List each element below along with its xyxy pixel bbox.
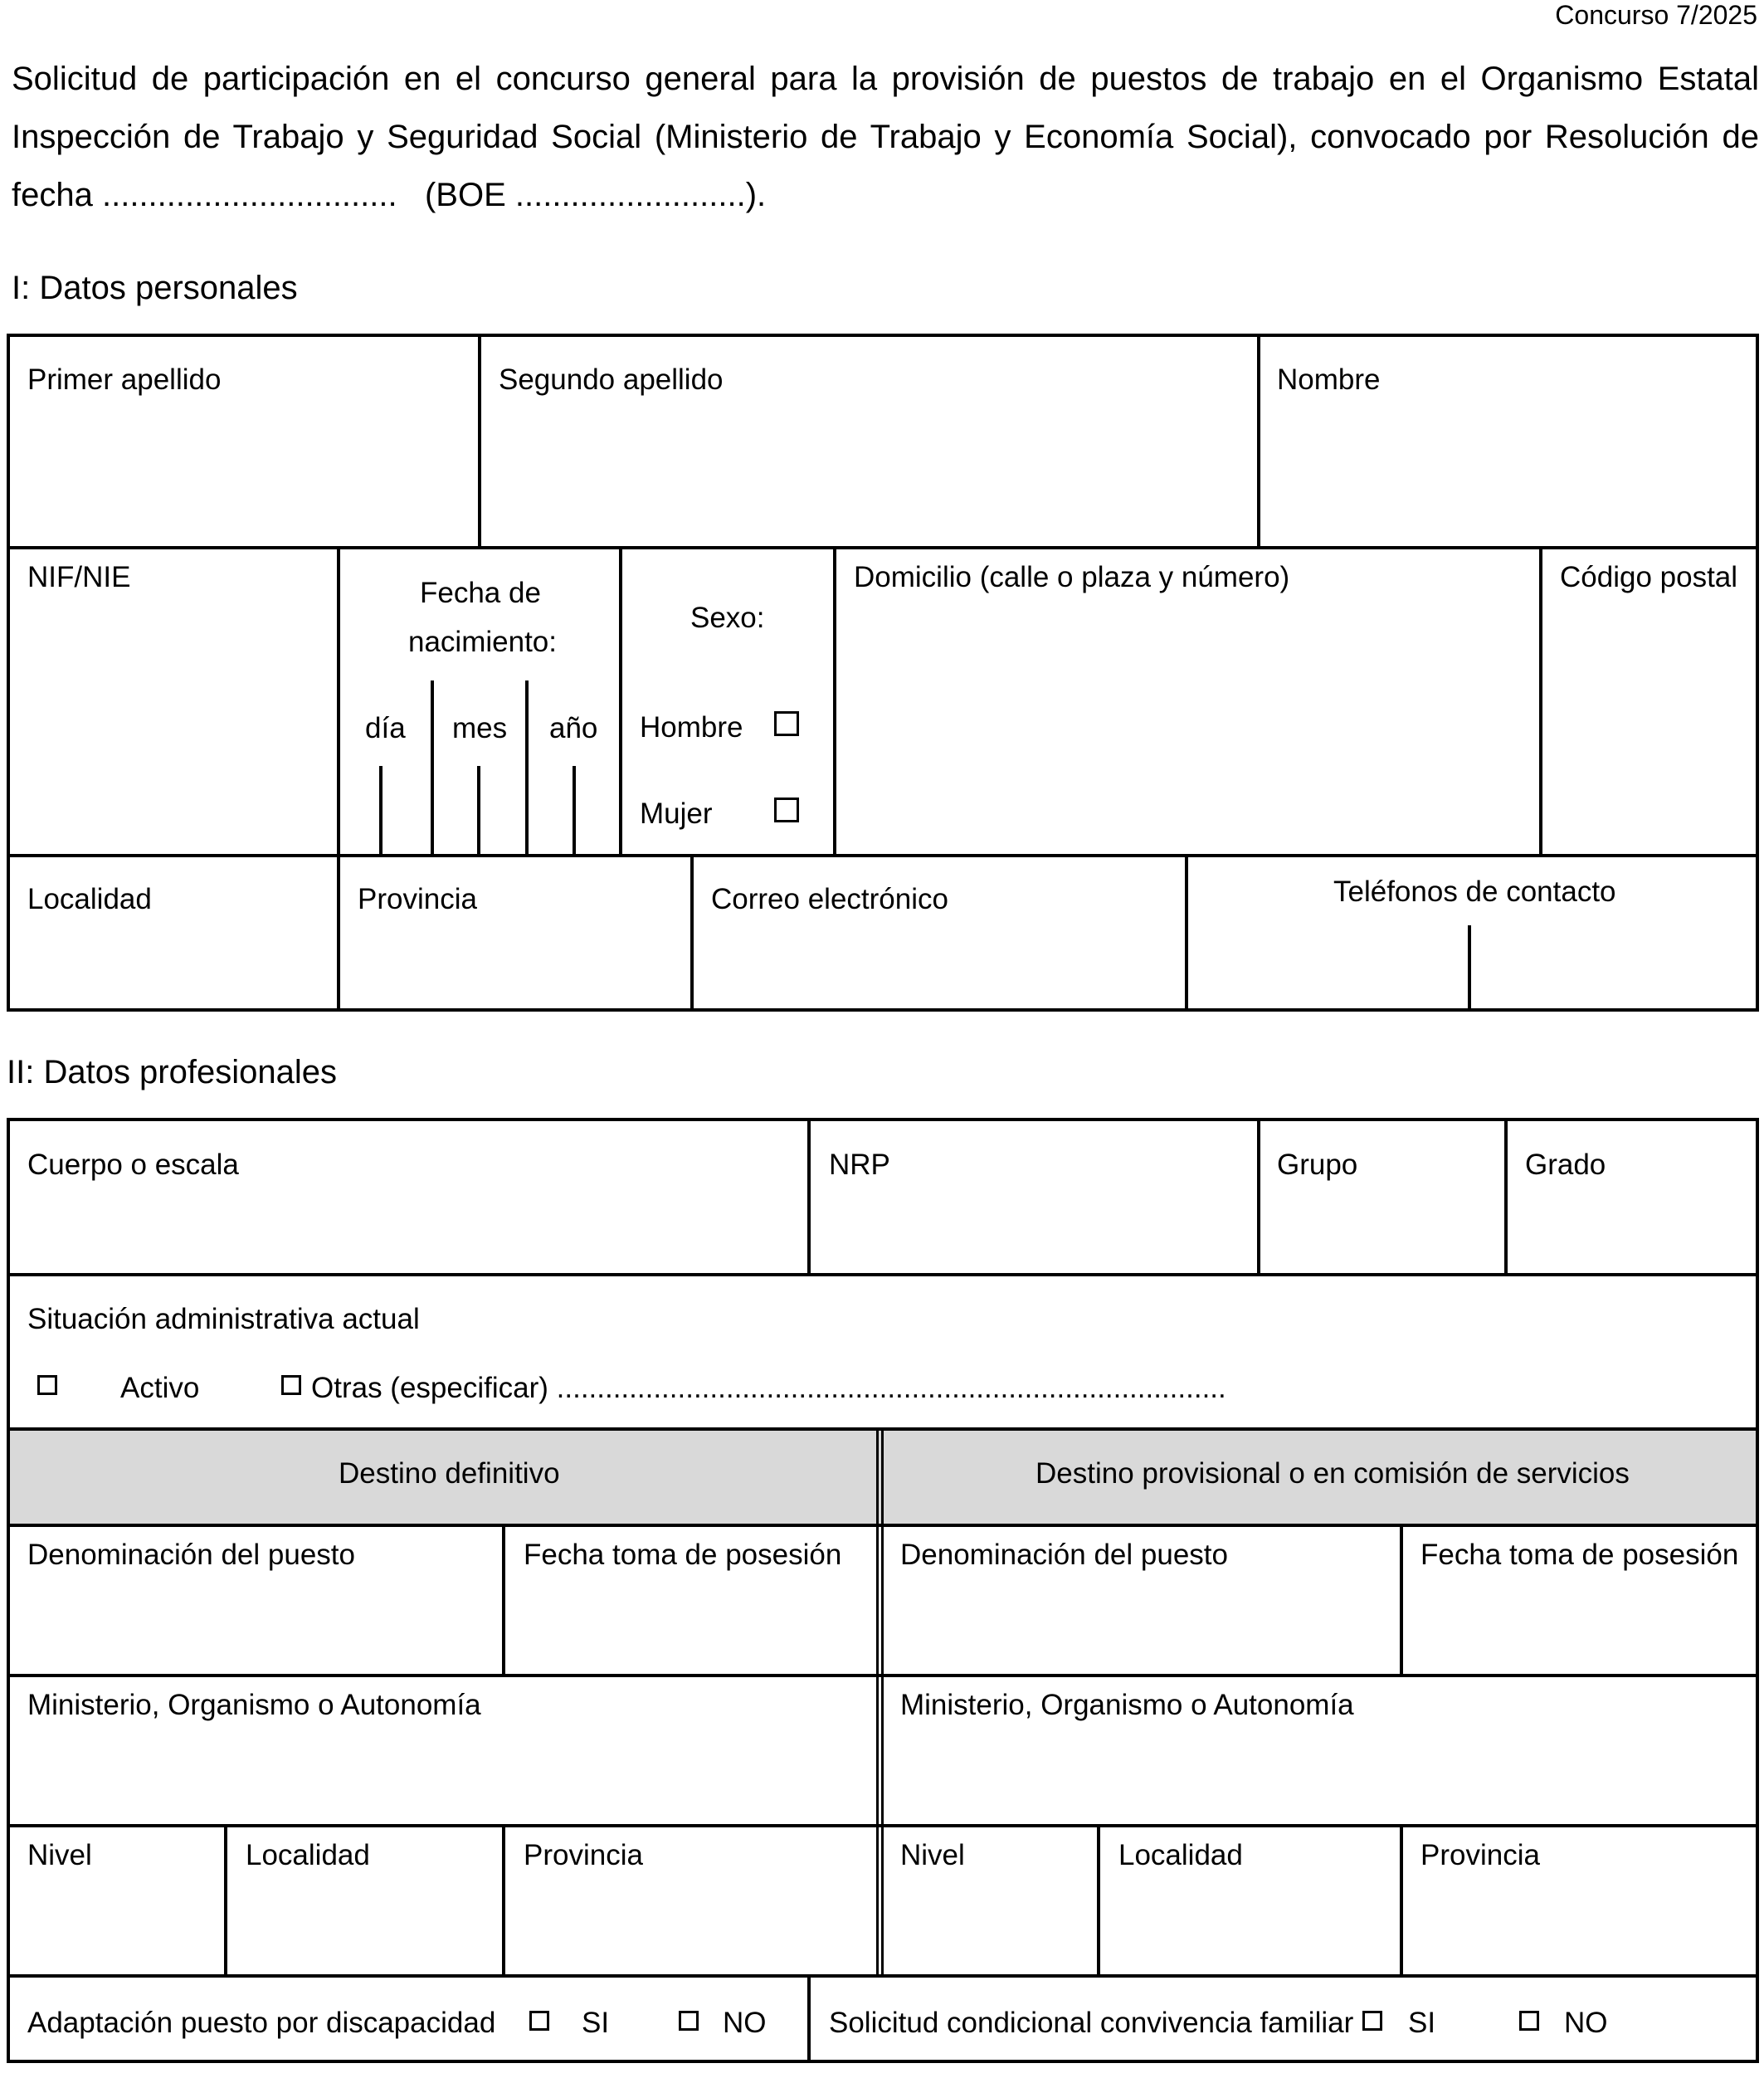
label-fecha-nacimiento-1: Fecha de	[420, 577, 541, 609]
header-destino-definitivo: Destino definitivo	[339, 1457, 560, 1490]
header-destino-provisional: Destino provisional o en comisión de servicios	[1035, 1457, 1630, 1490]
label-correo: Correo electrónico	[711, 883, 948, 915]
label-provincia: Provincia	[358, 883, 477, 915]
label-primer-apellido: Primer apellido	[27, 363, 222, 396]
label-domicilio: Domicilio (calle o plaza y número)	[854, 561, 1290, 593]
label-nombre: Nombre	[1277, 363, 1381, 396]
label-cuerpo: Cuerpo o escala	[27, 1149, 239, 1181]
boe-label: (BOE	[424, 177, 506, 213]
label-localidad-prov: Localidad	[1118, 1839, 1243, 1871]
label-sexo: Sexo:	[690, 602, 765, 634]
label-activo: Activo	[120, 1372, 200, 1404]
label-denominacion-prov: Denominación del puesto	[900, 1539, 1228, 1571]
label-mujer: Mujer	[640, 798, 713, 830]
label-provincia-prov: Provincia	[1420, 1839, 1540, 1871]
document-reference: Concurso 7/2025	[1555, 0, 1757, 30]
label-convivencia-no: NO	[1564, 2007, 1608, 2039]
label-convivencia-si: SI	[1408, 2007, 1436, 2039]
otras-text: Otras (especificar)	[311, 1372, 548, 1404]
convivencia-si-checkbox[interactable]	[1362, 2011, 1382, 2031]
boe-field[interactable]: .........................	[514, 177, 746, 213]
otras-checkbox[interactable]	[281, 1375, 301, 1395]
label-denominacion-def: Denominación del puesto	[27, 1539, 355, 1571]
label-ministerio-prov: Ministerio, Organismo o Autonomía	[900, 1689, 1354, 1721]
convivencia-no-checkbox[interactable]	[1519, 2011, 1539, 2031]
label-segundo-apellido: Segundo apellido	[499, 363, 724, 396]
boe-close: ).	[745, 177, 767, 213]
label-dia: día	[365, 712, 406, 744]
label-nivel-prov: Nivel	[900, 1839, 965, 1871]
label-situacion: Situación administrativa actual	[27, 1303, 420, 1335]
label-otras	[311, 1373, 1226, 1402]
section-title-personal: I: Datos personales	[12, 270, 298, 306]
hombre-checkbox[interactable]	[774, 711, 799, 736]
label-fecha-nacimiento-2: nacimiento:	[408, 626, 557, 658]
section-title-professional: II: Datos profesionales	[7, 1054, 337, 1090]
label-grado: Grado	[1525, 1149, 1606, 1181]
otras-field[interactable]: ...................................................................................	[556, 1372, 1226, 1404]
label-mes: mes	[452, 712, 508, 744]
label-provincia-def: Provincia	[524, 1839, 643, 1871]
label-nrp: NRP	[829, 1149, 890, 1181]
intro-text: Solicitud de participación en el concurso general para la provisión de puestos de trabajo en el Organismo Estatal Inspección de Trabajo y Seguridad Social (Ministerio de Trabajo y Economía Social), convocado por Resolución de fecha	[12, 61, 1759, 213]
label-hombre: Hombre	[640, 711, 743, 744]
label-nivel-def: Nivel	[27, 1839, 92, 1871]
label-anio: año	[549, 712, 598, 744]
label-fecha-toma-prov: Fecha toma de posesión	[1420, 1539, 1739, 1571]
label-telefonos: Teléfonos de contacto	[1333, 876, 1616, 908]
label-grupo: Grupo	[1277, 1149, 1358, 1181]
label-ministerio-def: Ministerio, Organismo o Autonomía	[27, 1689, 481, 1721]
adaptacion-si-checkbox[interactable]	[529, 2011, 549, 2031]
mujer-checkbox[interactable]	[774, 798, 799, 822]
label-adaptacion: Adaptación puesto por discapacidad	[27, 2007, 496, 2039]
date-field[interactable]: ................................	[101, 177, 397, 213]
label-nif: NIF/NIE	[27, 561, 131, 593]
activo-checkbox[interactable]	[37, 1375, 57, 1395]
label-localidad: Localidad	[27, 883, 152, 915]
label-localidad-def: Localidad	[246, 1839, 370, 1871]
label-adaptacion-si: SI	[582, 2007, 610, 2039]
adaptacion-no-checkbox[interactable]	[679, 2011, 699, 2031]
label-fecha-toma-def: Fecha toma de posesión	[524, 1539, 842, 1571]
label-convivencia: Solicitud condicional convivencia familiar	[829, 2007, 1354, 2039]
intro-paragraph	[12, 50, 1759, 224]
label-codigo-postal: Código postal	[1560, 561, 1738, 593]
label-adaptacion-no: NO	[723, 2007, 767, 2039]
